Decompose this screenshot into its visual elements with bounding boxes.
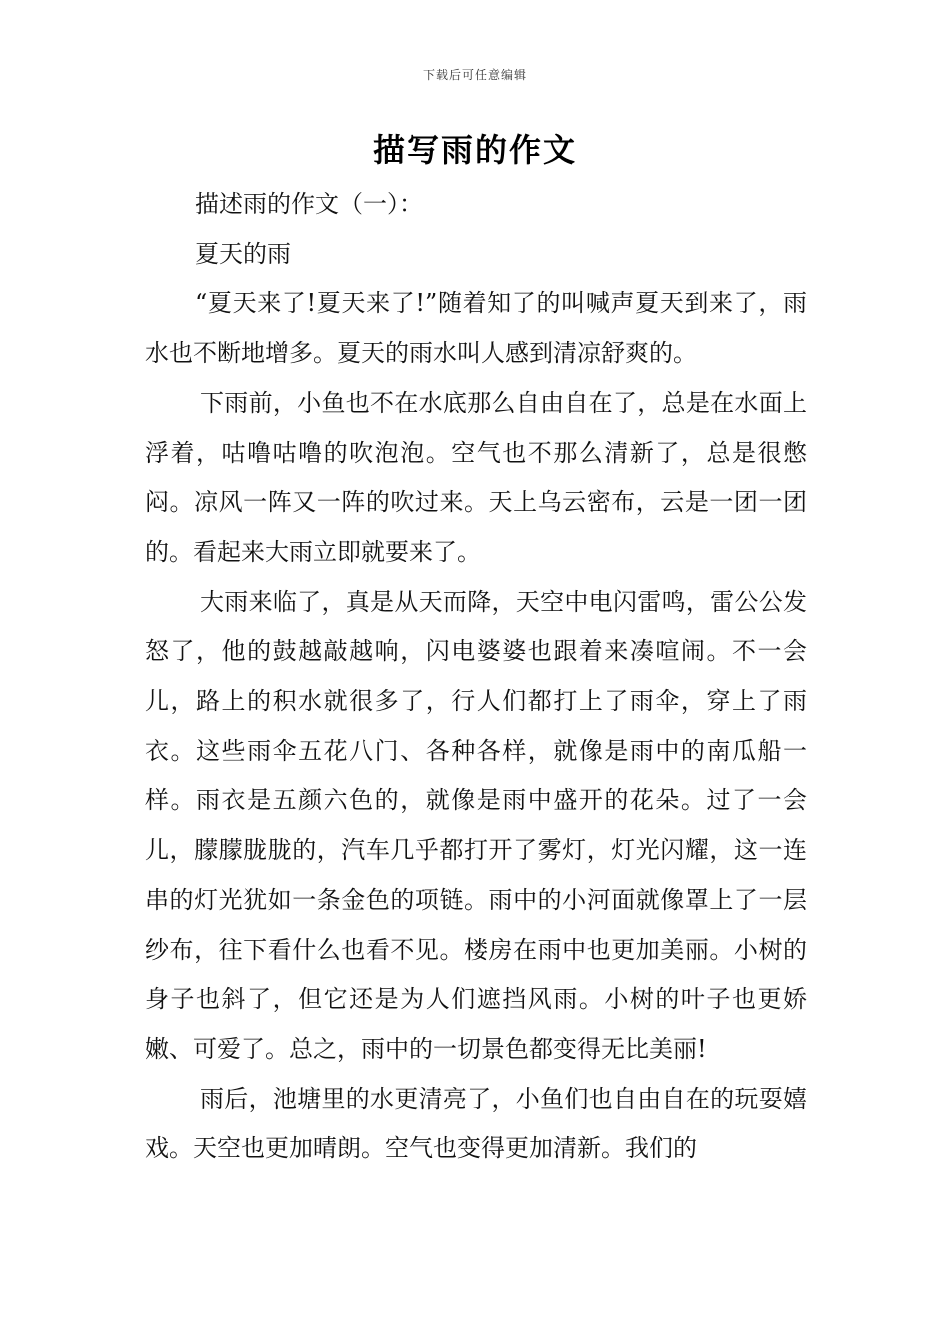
paragraph: 大雨来临了，真是从天而降，天空中电闪雷鸣，雷公公发怒了，他的鼓越敲越响，闪电婆婆也跟着来凑喧闹。不一会儿，路上的积水就很多了，行人们都打上了雨伞，穿上了雨衣。这些雨伞五花八门、各种各样，就像是雨中的南瓜船一样。雨衣是五颜六色的，就像是雨中盛开的花朵。过了一会儿，朦朦胧胧的，汽车几乎都打开了雾灯，灯光闪耀，这一连串的灯光犹如一条金色的项链。雨中的小河面就像罩上了一层纱布，往下看什么也看不见。楼房在雨中也更加美丽。小树的身子也斜了，但它还是为人们遮挡风雨。小树的叶子也更娇嫩、可爱了。总之，雨中的一切景色都变得无比美丽! xyxy=(145,587,807,1063)
document-body xyxy=(145,180,807,1174)
paragraph: 下雨前，小鱼也不在水底那么自由自在了，总是在水面上浮着，咕噜咕噜的吹泡泡。空气也不那么清新了，总是很憋闷。凉风一阵又一阵的吹过来。天上乌云密布，云是一团一团的。看起来大雨立即就要来了。 xyxy=(145,388,807,566)
essay-title: 夏天的雨 xyxy=(195,239,291,268)
paragraph: “夏天来了!夏天来了!”随着知了的叫喊声夏天到来了，雨水也不断地增多。夏天的雨水叫人感到清凉舒爽的。 xyxy=(145,289,807,368)
page-title: 描写雨的作文 xyxy=(372,131,577,169)
section-heading: 描述雨的作文（一）： xyxy=(195,190,423,218)
header-note: 下载后可任意编辑 xyxy=(422,68,527,82)
paragraph: 雨后，池塘里的水更清亮了，小鱼们也自由自在的玩耍嬉戏。天空也更加晴朗。空气也变得更加清新。我们的 xyxy=(145,1084,807,1163)
